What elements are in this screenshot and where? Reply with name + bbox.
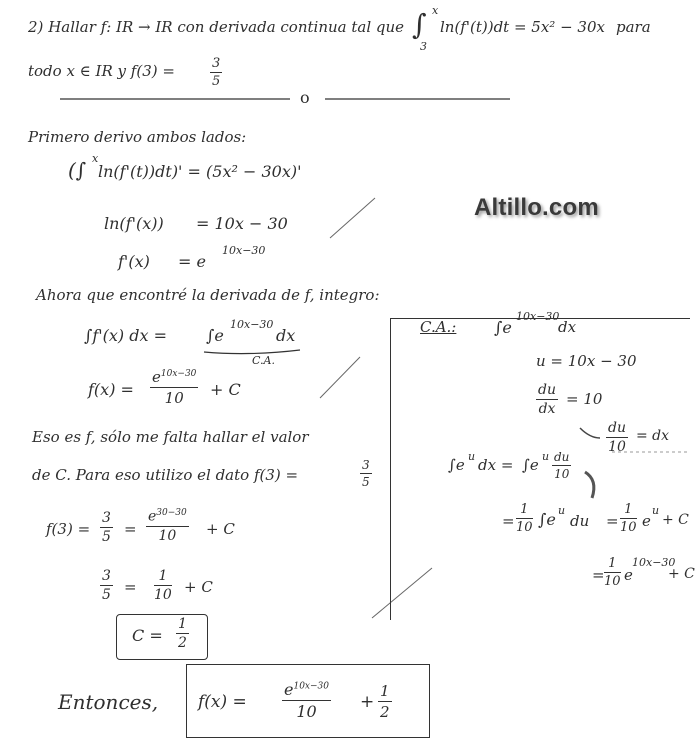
ca-l2-int-exp: u xyxy=(558,504,566,517)
step3-eqB-fraction-1: $\frac{3}{5}$ xyxy=(102,568,111,603)
ca-left-rule xyxy=(390,318,391,620)
step1-eq3-lhs: f'(x) xyxy=(118,252,150,271)
step2-int-lhs: ∫f'(x) dx = xyxy=(84,326,168,345)
step3-eqB-c: + C xyxy=(184,578,213,596)
step3-dato-fraction: $\frac{3}{5}$ xyxy=(362,458,370,489)
ca-sub-rhs: ∫e xyxy=(522,456,539,474)
step1-eq3-exponent: 10x−30 xyxy=(222,244,266,257)
ca-l3-eq: = xyxy=(592,566,605,584)
step3-eqA-fraction-1: $\frac{3}{5}$ xyxy=(102,510,111,545)
step3-eqA-fraction-2: $\frac{e^{30-30}}{10}$ xyxy=(148,508,187,544)
step1-eq3-rhs: = e xyxy=(178,252,206,271)
step1-eq2-lhs: ln(f'(x)) xyxy=(104,214,164,233)
divider-mark: o xyxy=(300,88,310,107)
step1-eq-upper: x xyxy=(92,152,99,165)
problem-line-2: todo x ∈ IR y f(3) = xyxy=(28,62,175,80)
final-label: Entonces, xyxy=(58,690,159,714)
step2-int-rhs-exp: 10x−30 xyxy=(230,318,274,331)
step1-eq2-rhs: = 10x − 30 xyxy=(196,214,288,233)
ca-sub-rhs-exp: u xyxy=(542,450,550,463)
step3-eqB-eq: = xyxy=(124,578,137,596)
step3-eqB-fraction-2: $\frac{1}{10}$ xyxy=(154,568,172,603)
step2-result-fraction: $\frac{e^{10x-30}}{10}$ xyxy=(152,368,197,407)
ca-integral: ∫e xyxy=(494,318,512,337)
step3-text-1: Eso es f, sólo me falta hallar el valor xyxy=(32,428,309,446)
ca-l3-fraction: $\frac{1}{10}$ xyxy=(604,556,621,589)
ca-sub-lhs-dx: dx = xyxy=(478,456,514,474)
step1-text: Primero derivo ambos lados: xyxy=(28,128,247,146)
ca-l2-c: + C xyxy=(662,512,689,528)
ca-label: C.A.: xyxy=(420,318,457,336)
problem-integral-upper: x xyxy=(432,4,439,17)
step2-int-rhs-dx: dx xyxy=(276,326,296,345)
step2-int-rhs: ∫e xyxy=(206,326,224,345)
ca-dx-eq: = dx xyxy=(636,428,670,444)
ca-l2-eq2: = xyxy=(606,512,619,530)
ca-l3-res: e xyxy=(624,566,633,584)
final-c-fraction: $\frac{1}{2}$ xyxy=(380,682,390,721)
ca-sub-lhs: ∫e xyxy=(448,456,465,474)
ca-l2-res-exp: u xyxy=(652,504,660,517)
step3-c-fraction: $\frac{1}{2}$ xyxy=(178,616,187,651)
ca-l2-du: du xyxy=(570,512,590,530)
ca-sub-rhs-fraction: $\frac{du}{10}$ xyxy=(554,450,570,481)
final-plus: + xyxy=(360,692,375,712)
ca-integral-dx: dx xyxy=(558,318,577,336)
problem-para: para xyxy=(616,18,651,36)
ca-l2-res: e xyxy=(642,512,651,530)
ca-l3-c: + C xyxy=(668,566,695,582)
ca-u-def: u = 10x − 30 xyxy=(536,352,637,370)
ca-l2-fraction-2: $\frac{1}{10}$ xyxy=(620,502,637,535)
problem-integrand: ln(f'(t))dt = 5x² − 30x xyxy=(440,18,605,36)
step3-c-lhs: C = xyxy=(132,626,163,645)
step2-result-lhs: f(x) = xyxy=(88,380,134,399)
ca-integral-exp: 10x−30 xyxy=(516,310,560,323)
step3-text-2: de C. Para eso utilizo el dato f(3) = xyxy=(32,466,299,484)
step2-text: Ahora que encontré la derivada de f, integro: xyxy=(36,286,380,304)
ca-l3-res-exp: 10x−30 xyxy=(632,556,676,569)
problem-number: 2) xyxy=(28,18,44,36)
final-fraction: $\frac{e^{10x-30}}{10}$ xyxy=(284,680,329,721)
step2-ca-note: C.A. xyxy=(252,354,275,367)
ca-du-10-fraction: $\frac{du}{10}$ xyxy=(608,420,626,455)
ca-l2-int: ∫e xyxy=(538,510,556,529)
ca-sub-lhs-exp: u xyxy=(468,450,476,463)
problem-text: Hallar f: IR → IR con derivada continua tal que xyxy=(48,18,405,36)
ca-du-val: = 10 xyxy=(566,390,603,408)
final-lhs: f(x) = xyxy=(198,692,247,712)
ca-l2-fraction-1: $\frac{1}{10}$ xyxy=(516,502,533,535)
problem-f3-fraction: $\frac{3}{5}$ xyxy=(212,56,221,89)
watermark-logo: Altillo.com xyxy=(474,194,599,221)
step3-eqA-lhs: f(3) = xyxy=(46,520,91,538)
step3-eqA-eq: = xyxy=(124,520,137,538)
step2-result-c: + C xyxy=(210,380,241,399)
ca-l2-eq: = xyxy=(502,512,515,530)
step1-eq-rest: ln(f'(t))dt)' = (5x² − 30x)' xyxy=(98,162,302,181)
ca-du-dx-fraction: $\frac{du}{dx}$ xyxy=(538,382,556,417)
problem-integral-sign: ∫ xyxy=(412,8,427,41)
step3-eqA-c: + C xyxy=(206,520,235,538)
step1-eq-lhs: (∫ xyxy=(68,158,87,182)
problem-integral-lower: 3 xyxy=(420,40,427,53)
